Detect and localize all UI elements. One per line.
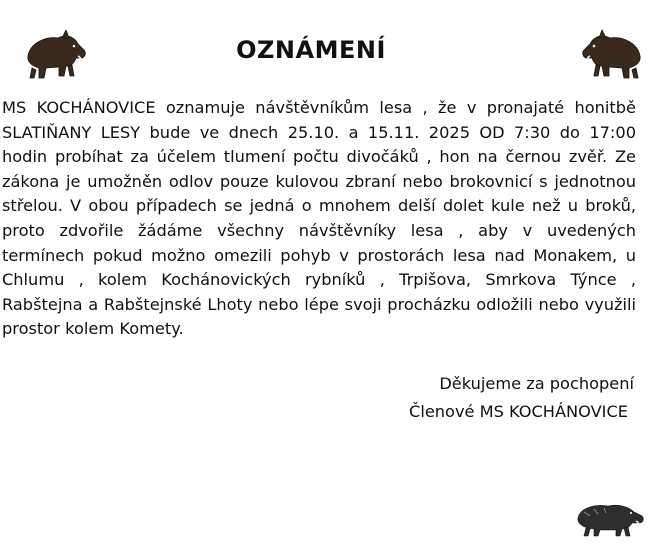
boar-icon [574,496,646,538]
page-title: OZNÁMENÍ [236,36,386,64]
notice-body: MS KOCHÁNOVICE oznamuje návštěvníkům lesa , že v pronajaté honitbě SLATIŇANY LESY bude ve dnech 25.10. a 15.11. 2025 OD 7:30 do 17:00 hodin probíhat za účelem tlumení počtu divočáků , hon na černou zvěř. Ze zákona je umožněn odlov pouze kulovou zbraní nebo brokovnicí s jednotnou střelou. V obou případech se jedná o mnohem delší dolet kule než u broků, proto zdvořile žádáme všechny návštěvníky lesa , aby v uvedených termínech pokud možno omezili pohyb v prostorách lesa nad Monakem, u Chlumu , kolem Kochánovických rybníků , Trpišova, Smrkova Týnce , Rabštejna a Rabštejnské Lhoty nebo lépe svoji procházku odložili nebo využili prostor kolem Komety. [2,98,636,339]
boar-icon [580,28,646,82]
signature-text: Členové MS KOCHÁNOVICE [409,402,628,421]
closing-block [409,370,634,426]
thanks-text: Děkujeme za pochopení [439,374,634,393]
